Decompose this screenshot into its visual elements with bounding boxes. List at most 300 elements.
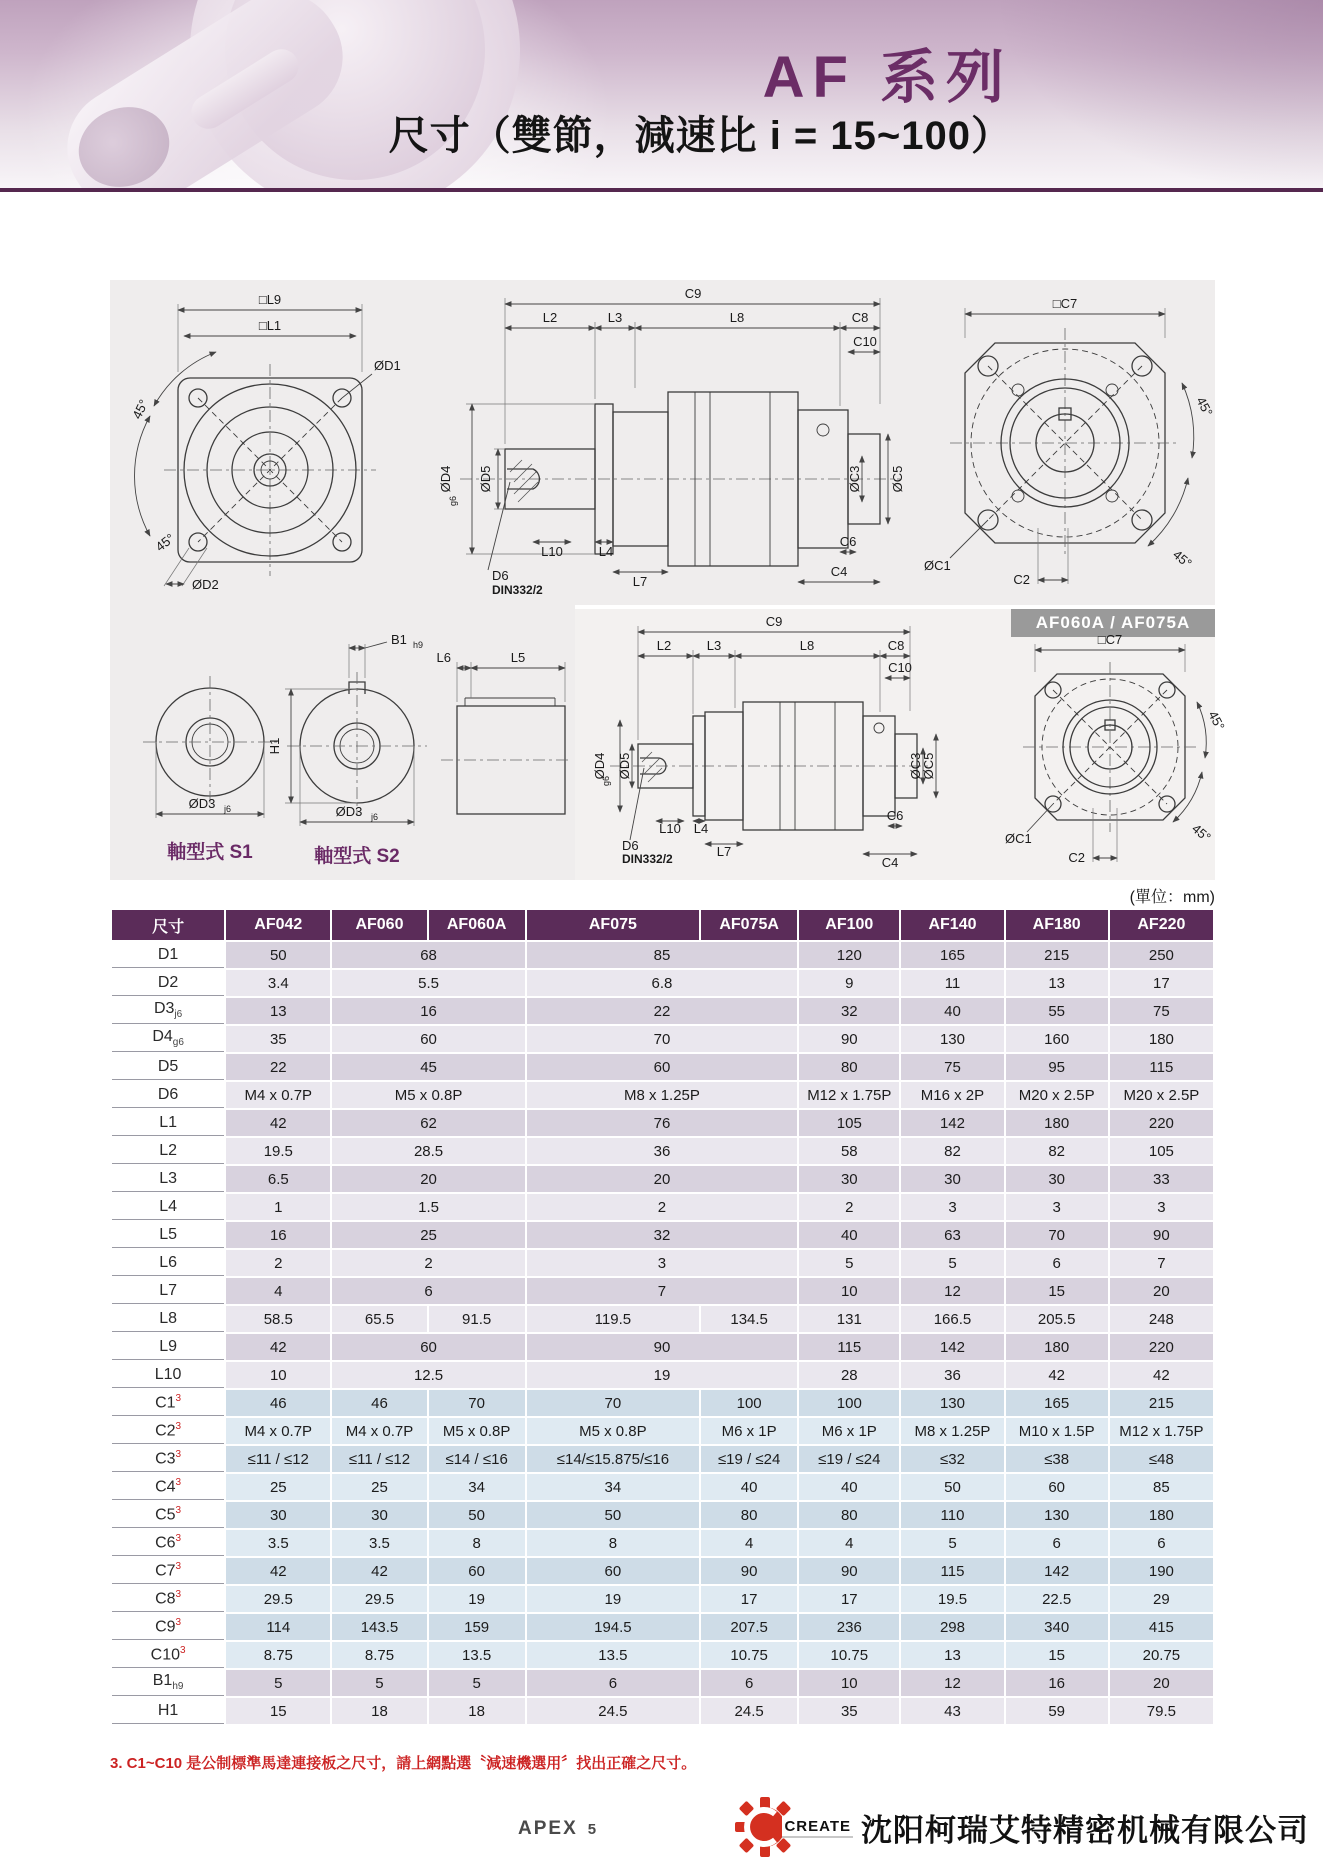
cell-c2: M5 x 0.8P xyxy=(429,1418,525,1444)
cell-b1: 6 xyxy=(701,1670,797,1696)
cell-l6: 2 xyxy=(332,1250,524,1276)
cell-h1: 43 xyxy=(901,1698,1003,1724)
cell-l10: 12.5 xyxy=(332,1362,524,1388)
table-row-c10 xyxy=(112,1642,1213,1668)
cell-d6: M4 x 0.7P xyxy=(226,1082,330,1108)
dim-label-l2: L2 xyxy=(542,310,558,325)
table-row-d5 xyxy=(112,1054,1213,1080)
cell-b1: 12 xyxy=(901,1670,1003,1696)
variant-badge: AF060A / AF075A xyxy=(1011,609,1215,637)
dim-label-45-r1: 45° xyxy=(1193,394,1216,419)
cell-c6: 4 xyxy=(799,1530,899,1556)
cell-c5: 110 xyxy=(901,1502,1003,1528)
cell-l1: 180 xyxy=(1006,1110,1108,1136)
row-label-c9: $C9^3$ xyxy=(112,1614,224,1640)
cell-c4: 40 xyxy=(799,1474,899,1500)
row-label-l7: L7 xyxy=(112,1278,224,1304)
dim-label-c5: ØC5 xyxy=(890,465,905,493)
table-row-l8 xyxy=(112,1306,1213,1332)
cell-c2: M4 x 0.7P xyxy=(332,1418,426,1444)
cell-c5: 30 xyxy=(226,1502,330,1528)
row-label-c5: $C5^3$ xyxy=(112,1502,224,1528)
cell-l1: 220 xyxy=(1110,1110,1213,1136)
cell-l4: 3 xyxy=(1110,1194,1213,1220)
dim-label-c2-v: C2 xyxy=(1068,850,1085,865)
cell-l1: 142 xyxy=(901,1110,1003,1136)
cell-c6: 5 xyxy=(901,1530,1003,1556)
company-brand xyxy=(734,1796,1309,1858)
cell-c3: ≤32 xyxy=(901,1446,1003,1472)
footnote: 3. C1~C10 是公制標準馬達連接板之尺寸，請上網點選〝減速機選用〞找出正確之尺寸。 xyxy=(110,1755,697,1772)
cell-c9: 143.5 xyxy=(332,1614,426,1640)
cell-h1: 79.5 xyxy=(1110,1698,1213,1724)
dim-label-d3-tol-s1: j6 xyxy=(224,804,232,814)
cell-l3: 20 xyxy=(527,1166,797,1192)
cell-l8: 131 xyxy=(799,1306,899,1332)
cell-c10: 10.75 xyxy=(799,1642,899,1668)
page-number-value: 5 xyxy=(587,1821,599,1838)
table-row-d6 xyxy=(112,1082,1213,1108)
cell-c2: M4 x 0.7P xyxy=(226,1418,330,1444)
cell-d6: M8 x 1.25P xyxy=(527,1082,797,1108)
row-label-c8: $C8^3$ xyxy=(112,1586,224,1612)
dim-label-d5: ØD5 xyxy=(478,465,493,493)
rear-view-drawing xyxy=(920,288,1215,598)
cell-h1: 24.5 xyxy=(701,1698,797,1724)
cell-l9: 220 xyxy=(1110,1334,1213,1360)
dim-label-c9-v: C9 xyxy=(765,614,783,629)
page-label: APEX xyxy=(518,1818,578,1839)
cell-c4: 60 xyxy=(1006,1474,1108,1500)
dim-label-l7: L7 xyxy=(632,574,648,589)
cell-d5: 45 xyxy=(332,1054,524,1080)
row-label-l2: L2 xyxy=(112,1138,224,1164)
cell-c8: 29.5 xyxy=(226,1586,330,1612)
cell-l2: 58 xyxy=(799,1138,899,1164)
table-row-l7 xyxy=(112,1278,1213,1304)
header-rule xyxy=(0,188,1323,192)
dim-label-l8-v: L8 xyxy=(799,638,815,653)
cell-d6: M12 x 1.75P xyxy=(799,1082,899,1108)
cell-l4: 1.5 xyxy=(332,1194,524,1220)
dim-label-d4: ØD4 xyxy=(438,465,453,493)
cell-l3: 33 xyxy=(1110,1166,1213,1192)
cell-l7: 6 xyxy=(332,1278,524,1304)
cell-c7: 142 xyxy=(1006,1558,1108,1584)
cell-l5: 70 xyxy=(1006,1222,1108,1248)
dim-label-l4: L4 xyxy=(598,544,614,559)
cell-d4: 70 xyxy=(527,1026,797,1052)
cell-l5: 40 xyxy=(799,1222,899,1248)
cell-d1: 120 xyxy=(799,942,899,968)
cell-d3: 16 xyxy=(332,998,524,1024)
cell-d1: 165 xyxy=(901,942,1003,968)
dim-label-c8-v: C8 xyxy=(887,638,905,653)
cell-c9: 207.5 xyxy=(701,1614,797,1640)
dim-label-45-r2: 45° xyxy=(1170,546,1195,571)
units-note: (單位：mm) xyxy=(1129,889,1215,906)
cell-d3: 75 xyxy=(1110,998,1213,1024)
cell-l5: 90 xyxy=(1110,1222,1213,1248)
cell-c10: 8.75 xyxy=(226,1642,330,1668)
row-label-d4: $D4_{g6}$ xyxy=(112,1026,224,1052)
dim-label-45-bottom: 45° xyxy=(152,530,178,555)
row-label-d1: D1 xyxy=(112,942,224,968)
cell-d5: 95 xyxy=(1006,1054,1108,1080)
cell-c7: 60 xyxy=(527,1558,699,1584)
row-label-b1: $B1_{h9}$ xyxy=(112,1670,224,1696)
cell-l4: 2 xyxy=(527,1194,797,1220)
table-row-d2 xyxy=(112,970,1213,996)
cell-l2: 82 xyxy=(901,1138,1003,1164)
row-label-l3: L3 xyxy=(112,1166,224,1192)
cell-b1: 5 xyxy=(429,1670,525,1696)
cell-l1: 76 xyxy=(527,1110,797,1136)
cell-l4: 3 xyxy=(1006,1194,1108,1220)
cell-d1: 250 xyxy=(1110,942,1213,968)
table-row-c9 xyxy=(112,1614,1213,1640)
dim-label-d1: ØD1 xyxy=(374,358,401,373)
cell-d2: 11 xyxy=(901,970,1003,996)
cell-c5: 130 xyxy=(1006,1502,1108,1528)
cell-c6: 3.5 xyxy=(332,1530,426,1556)
cell-h1: 18 xyxy=(429,1698,525,1724)
cell-c10: 13 xyxy=(901,1642,1003,1668)
dim-label-45-v2: 45° xyxy=(1189,820,1214,845)
row-label-c6: $C6^3$ xyxy=(112,1530,224,1556)
cell-c6: 4 xyxy=(701,1530,797,1556)
dim-label-b1: B1 xyxy=(391,632,407,647)
cell-c1: 46 xyxy=(332,1390,426,1416)
cell-l5: 25 xyxy=(332,1222,524,1248)
cell-c9: 340 xyxy=(1006,1614,1108,1640)
table-row-c5 xyxy=(112,1502,1213,1528)
dim-label-c1: ØC1 xyxy=(924,558,951,573)
dim-label-45-top: 45° xyxy=(129,397,152,422)
cell-b1: 6 xyxy=(527,1670,699,1696)
cell-c7: 60 xyxy=(429,1558,525,1584)
cell-c8: 19 xyxy=(429,1586,525,1612)
table-row-d3 xyxy=(112,998,1213,1024)
column-header-af060a: AF060A xyxy=(429,910,525,940)
cell-c8: 29 xyxy=(1110,1586,1213,1612)
cell-c4: 40 xyxy=(701,1474,797,1500)
column-header-size: 尺寸 xyxy=(112,910,224,940)
dim-label-d2: ØD2 xyxy=(192,577,219,592)
table-row-l5 xyxy=(112,1222,1213,1248)
dim-label-d3-s1: ØD3 xyxy=(188,796,216,811)
cell-c1: 100 xyxy=(799,1390,899,1416)
cell-c5: 50 xyxy=(527,1502,699,1528)
cell-c9: 114 xyxy=(226,1614,330,1640)
cell-c1: 70 xyxy=(527,1390,699,1416)
row-label-l4: L4 xyxy=(112,1194,224,1220)
table-row-c3 xyxy=(112,1446,1213,1472)
cell-l9: 180 xyxy=(1006,1334,1108,1360)
cell-c5: 50 xyxy=(429,1502,525,1528)
cell-c3: ≤14/≤15.875/≤16 xyxy=(527,1446,699,1472)
cell-d3: 22 xyxy=(527,998,797,1024)
table-row-c6 xyxy=(112,1530,1213,1556)
page-subtitle: 尺寸（雙節，減速比 i = 15~100） xyxy=(388,114,1012,158)
cell-l2: 36 xyxy=(527,1138,797,1164)
cell-d2: 13 xyxy=(1006,970,1108,996)
table-row-c8 xyxy=(112,1586,1213,1612)
cell-b1: 5 xyxy=(226,1670,330,1696)
row-label-c7: $C7^3$ xyxy=(112,1558,224,1584)
cell-d2: 5.5 xyxy=(332,970,524,996)
cell-l8: 58.5 xyxy=(226,1306,330,1332)
cell-c4: 25 xyxy=(332,1474,426,1500)
cell-c10: 20.75 xyxy=(1110,1642,1213,1668)
cell-l8: 119.5 xyxy=(527,1306,699,1332)
row-label-c1: $C1^3$ xyxy=(112,1390,224,1416)
dim-label-c7: □C7 xyxy=(1052,296,1078,311)
create-logo-text: CREATE xyxy=(782,1817,853,1838)
cell-l7: 20 xyxy=(1110,1278,1213,1304)
row-label-c2: $C2^3$ xyxy=(112,1418,224,1444)
dim-label-l4-v: L4 xyxy=(693,821,709,836)
dim-label-l3-v: L3 xyxy=(706,638,722,653)
table-row-d1 xyxy=(112,942,1213,968)
cell-c6: 3.5 xyxy=(226,1530,330,1556)
column-header-af220: AF220 xyxy=(1110,910,1213,940)
cell-d3: 40 xyxy=(901,998,1003,1024)
cell-c5: 180 xyxy=(1110,1502,1213,1528)
cell-l7: 12 xyxy=(901,1278,1003,1304)
row-label-c10: $C10^3$ xyxy=(112,1642,224,1668)
cell-b1: 5 xyxy=(332,1670,426,1696)
cell-l6: 5 xyxy=(901,1250,1003,1276)
cell-b1: 20 xyxy=(1110,1670,1213,1696)
cell-d4: 35 xyxy=(226,1026,330,1052)
column-header-af075: AF075 xyxy=(527,910,699,940)
column-header-af140: AF140 xyxy=(901,910,1003,940)
cell-c8: 17 xyxy=(799,1586,899,1612)
cell-c8: 19.5 xyxy=(901,1586,1003,1612)
cell-c2: M6 x 1P xyxy=(701,1418,797,1444)
table-row-l3 xyxy=(112,1166,1213,1192)
cell-l4: 1 xyxy=(226,1194,330,1220)
cell-l7: 7 xyxy=(527,1278,797,1304)
row-label-d5: D5 xyxy=(112,1054,224,1080)
cell-d3: 32 xyxy=(799,998,899,1024)
row-label-l1: L1 xyxy=(112,1110,224,1136)
dim-label-d3-s2: ØD3 xyxy=(335,804,363,819)
dim-label-din-v: DIN332/2 xyxy=(622,852,673,866)
cell-l9: 60 xyxy=(332,1334,524,1360)
column-header-af060: AF060 xyxy=(332,910,426,940)
cell-l1: 62 xyxy=(332,1110,524,1136)
cell-c8: 22.5 xyxy=(1006,1586,1108,1612)
cell-c9: 159 xyxy=(429,1614,525,1640)
column-header-af075a: AF075A xyxy=(701,910,797,940)
cell-d1: 68 xyxy=(332,942,524,968)
cell-l3: 6.5 xyxy=(226,1166,330,1192)
cell-d5: 22 xyxy=(226,1054,330,1080)
cell-d3: 13 xyxy=(226,998,330,1024)
cell-l3: 20 xyxy=(332,1166,524,1192)
cell-c7: 115 xyxy=(901,1558,1003,1584)
cell-c1: 165 xyxy=(1006,1390,1108,1416)
cell-l6: 6 xyxy=(1006,1250,1108,1276)
dim-label-l10-v: L10 xyxy=(659,821,681,836)
dim-label-h1: H1 xyxy=(267,737,282,755)
cell-h1: 59 xyxy=(1006,1698,1108,1724)
cell-d2: 6.8 xyxy=(527,970,797,996)
table-header-row xyxy=(112,910,1213,940)
dim-label-l10: L10 xyxy=(541,544,563,559)
cell-l2: 28.5 xyxy=(332,1138,524,1164)
cell-c7: 90 xyxy=(799,1558,899,1584)
dim-label-l2-v: L2 xyxy=(656,638,672,653)
cell-c6: 6 xyxy=(1006,1530,1108,1556)
dim-label-c8: C8 xyxy=(851,310,869,325)
cell-l2: 82 xyxy=(1006,1138,1108,1164)
dim-label-d4-v: ØD4 xyxy=(592,752,607,780)
cell-d2: 9 xyxy=(799,970,899,996)
row-label-d6: D6 xyxy=(112,1082,224,1108)
dim-label-c6: C6 xyxy=(839,534,857,549)
cell-d5: 60 xyxy=(527,1054,797,1080)
cell-d6: M20 x 2.5P xyxy=(1006,1082,1108,1108)
cell-d1: 50 xyxy=(226,942,330,968)
page-header xyxy=(0,0,1323,188)
cell-l4: 3 xyxy=(901,1194,1003,1220)
dim-label-l8: L8 xyxy=(729,310,745,325)
shaft-types-drawing xyxy=(125,610,570,878)
cell-c9: 194.5 xyxy=(527,1614,699,1640)
cell-c9: 415 xyxy=(1110,1614,1213,1640)
cell-h1: 35 xyxy=(799,1698,899,1724)
dimension-table xyxy=(110,908,1215,1726)
row-label-l10: L10 xyxy=(112,1362,224,1388)
cell-c1: 130 xyxy=(901,1390,1003,1416)
cell-l8: 205.5 xyxy=(1006,1306,1108,1332)
dim-label-c7-v: □C7 xyxy=(1097,632,1123,647)
cell-c4: 50 xyxy=(901,1474,1003,1500)
cell-l6: 2 xyxy=(226,1250,330,1276)
cell-l7: 10 xyxy=(799,1278,899,1304)
engineering-drawings xyxy=(110,280,1228,880)
cell-d3: 55 xyxy=(1006,998,1108,1024)
cell-c5: 80 xyxy=(701,1502,797,1528)
cell-c4: 85 xyxy=(1110,1474,1213,1500)
row-label-l5: L5 xyxy=(112,1222,224,1248)
cell-d4: 160 xyxy=(1006,1026,1108,1052)
cell-c1: 46 xyxy=(226,1390,330,1416)
dim-label-c5-v: ØC5 xyxy=(921,752,936,780)
cell-d4: 90 xyxy=(799,1026,899,1052)
dim-label-d6-v: D6 xyxy=(622,838,639,853)
cell-c8: 29.5 xyxy=(332,1586,426,1612)
cell-c7: 42 xyxy=(332,1558,426,1584)
variant-side-view-drawing xyxy=(580,616,940,876)
cell-b1: 16 xyxy=(1006,1670,1108,1696)
cell-l3: 30 xyxy=(1006,1166,1108,1192)
cell-l8: 248 xyxy=(1110,1306,1213,1332)
cell-d5: 75 xyxy=(901,1054,1003,1080)
cell-l6: 7 xyxy=(1110,1250,1213,1276)
cell-c8: 19 xyxy=(527,1586,699,1612)
dim-label-c2: C2 xyxy=(1013,572,1030,587)
cell-l6: 3 xyxy=(527,1250,797,1276)
cell-c3: ≤38 xyxy=(1006,1446,1108,1472)
cell-d4: 60 xyxy=(332,1026,524,1052)
cell-c2: M10 x 1.5P xyxy=(1006,1418,1108,1444)
dim-label-d5-v: ØD5 xyxy=(617,752,632,780)
cell-l2: 105 xyxy=(1110,1138,1213,1164)
cell-h1: 18 xyxy=(332,1698,426,1724)
cell-c2: M6 x 1P xyxy=(799,1418,899,1444)
cell-l7: 4 xyxy=(226,1278,330,1304)
cell-c9: 298 xyxy=(901,1614,1003,1640)
cell-h1: 24.5 xyxy=(527,1698,699,1724)
cell-d5: 115 xyxy=(1110,1054,1213,1080)
row-label-h1: H1 xyxy=(112,1698,224,1724)
cell-c5: 30 xyxy=(332,1502,426,1528)
table-row-h1 xyxy=(112,1698,1213,1724)
cell-l8: 91.5 xyxy=(429,1306,525,1332)
column-header-af100: AF100 xyxy=(799,910,899,940)
table-row-c2 xyxy=(112,1418,1213,1444)
cell-l5: 63 xyxy=(901,1222,1003,1248)
dim-label-d3-tol-s2: j6 xyxy=(371,812,379,822)
table-row-l6 xyxy=(112,1250,1213,1276)
cell-l9: 115 xyxy=(799,1334,899,1360)
cell-d4: 180 xyxy=(1110,1026,1213,1052)
cell-c4: 25 xyxy=(226,1474,330,1500)
cell-c4: 34 xyxy=(429,1474,525,1500)
dim-label-c3-v: ØC3 xyxy=(908,752,923,780)
cell-c1: 70 xyxy=(429,1390,525,1416)
table-row-l10 xyxy=(112,1362,1213,1388)
cell-c10: 15 xyxy=(1006,1642,1108,1668)
dim-label-d4-tol-v: g6 xyxy=(601,775,611,786)
table-row-b1 xyxy=(112,1670,1213,1696)
row-label-d2: D2 xyxy=(112,970,224,996)
cell-c4: 34 xyxy=(527,1474,699,1500)
cell-l9: 42 xyxy=(226,1334,330,1360)
cell-c5: 80 xyxy=(799,1502,899,1528)
cell-l10: 28 xyxy=(799,1362,899,1388)
caption-shaft-s2: 軸型式 S2 xyxy=(314,846,400,867)
cell-l8: 65.5 xyxy=(332,1306,426,1332)
side-view-drawing xyxy=(410,284,910,602)
cell-c10: 8.75 xyxy=(332,1642,426,1668)
table-row-l9 xyxy=(112,1334,1213,1360)
table-row-l4 xyxy=(112,1194,1213,1220)
cell-c1: 100 xyxy=(701,1390,797,1416)
cell-h1: 15 xyxy=(226,1698,330,1724)
cell-d1: 85 xyxy=(527,942,797,968)
cell-c9: 236 xyxy=(799,1614,899,1640)
dim-label-l1: □L1 xyxy=(258,318,282,333)
cell-l2: 19.5 xyxy=(226,1138,330,1164)
cell-c3: ≤11 / ≤12 xyxy=(332,1446,426,1472)
dim-label-c1-v: ØC1 xyxy=(1005,831,1032,846)
cell-l10: 42 xyxy=(1110,1362,1213,1388)
cell-c7: 90 xyxy=(701,1558,797,1584)
dim-label-c6-v: C6 xyxy=(886,808,904,823)
cell-l5: 16 xyxy=(226,1222,330,1248)
cell-l10: 42 xyxy=(1006,1362,1108,1388)
dim-label-c10: C10 xyxy=(853,334,877,349)
cell-d4: 130 xyxy=(901,1026,1003,1052)
dim-label-45-v1: 45° xyxy=(1205,708,1228,733)
table-row-c7 xyxy=(112,1558,1213,1584)
cell-c6: 8 xyxy=(527,1530,699,1556)
